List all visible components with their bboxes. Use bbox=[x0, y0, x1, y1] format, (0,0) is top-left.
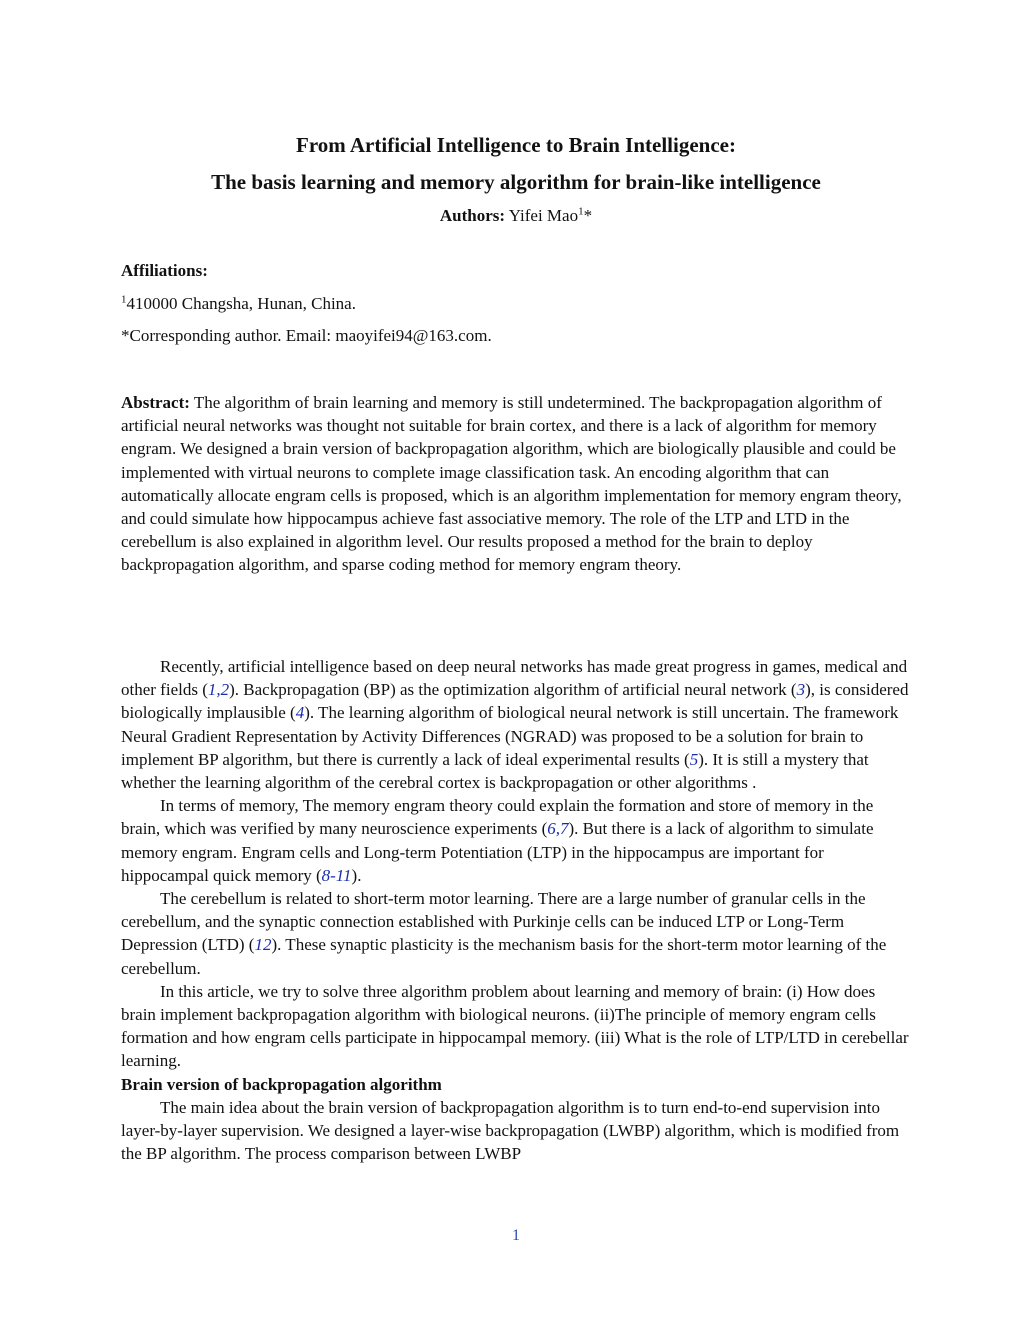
paragraph-text: ). It is still a mystery that whether the learning algorithm of the cerebral cortex is backpropagation or other algorithms . bbox=[121, 749, 869, 793]
citation-link[interactable]: 1,2 bbox=[207, 680, 230, 700]
abstract bbox=[121, 391, 911, 577]
author-affiliation-mark: 1 bbox=[578, 205, 584, 218]
section-heading: Brain version of backpropagation algorithm bbox=[121, 1074, 442, 1094]
body-text bbox=[121, 655, 911, 1165]
authors-label: Authors: bbox=[439, 206, 506, 225]
citation-link[interactable]: 3 bbox=[796, 680, 806, 700]
paragraph-cerebellum bbox=[121, 887, 911, 980]
citation-link[interactable]: 8-11 bbox=[321, 865, 352, 885]
citation-link[interactable]: 5 bbox=[689, 749, 699, 769]
corresponding-author-email: *Corresponding author. Email: maoyifei94@163.com. bbox=[121, 326, 492, 345]
affiliation-1-mark: 1 bbox=[121, 293, 127, 306]
paper-title-line-2: The basis learning and memory algorithm for brain-like intelligence bbox=[211, 170, 821, 194]
page-number: 1 bbox=[512, 1227, 520, 1244]
affiliation-1 bbox=[121, 293, 356, 315]
paragraph-problems: In this article, we try to solve three algorithm problem about learning and memory of brain: (i) How does brain implement backpropagation algorithm with biological neurons. (ii)The principle of memory engram cells formation and how engram cells participate in hippocampal memory. (iii) What is the role of LTP/LTD in cerebellar learning. bbox=[121, 981, 909, 1071]
paragraph-text: ). But there is a lack of algorithm to simulate memory engram. Engram cells and Long-term Potentiation (LTP) in the hippocampus are important for hippocampal quick memory ( bbox=[121, 819, 874, 885]
authors-line bbox=[121, 205, 911, 227]
paragraph-memory bbox=[121, 794, 911, 887]
paragraph-text: ), is considered biologically implausible ( bbox=[121, 680, 909, 723]
author-name: Yifei Mao bbox=[508, 206, 579, 225]
paragraph-text: The cerebellum is related to short-term motor learning. There are a large number of granular cells in the cerebellum, and the synaptic connection established with Purkinje cells can be induced LTP or Long-Term Depression (LTD) ( bbox=[121, 889, 866, 955]
affiliations-heading: Affiliations: bbox=[121, 261, 208, 280]
paragraph-text: Recently, artificial intelligence based on deep neural networks has made great progress in games, medical and other fields ( bbox=[121, 657, 908, 700]
paragraph-intro bbox=[121, 655, 911, 794]
affiliation-1-text: 410000 Changsha, Hunan, China. bbox=[126, 294, 356, 313]
corresponding-author-mark: * bbox=[583, 206, 593, 225]
paragraph-lwbp: The main idea about the brain version of backpropagation algorithm is to turn end-to-end supervision into layer-by-layer supervision. We designed a layer-wise backpropagation (LWBP) algorithm, which is modified from the BP algorithm. The process comparison between LWBP bbox=[121, 1097, 900, 1164]
paragraph-text: ). Backpropagation (BP) as the optimization algorithm of artificial neural network ( bbox=[229, 680, 797, 700]
abstract-text: The algorithm of brain learning and memory is still undetermined. The backpropagation algorithm of artificial neural networks was thought not suitable for brain cortex, and there is a lack of algorithm for memory engram. We designed a brain version of backpropagation algorithm, which are biologically plausible and could be implemented with virtual neurons to complete image classification task. An encoding algorithm that can automatically allocate engram cells is proposed, which is an algorithm implementation for memory engram theory, and could simulate how hippocampus achieve fast associative memory. The role of the LTP and LTD in the cerebellum is also explained in algorithm level. Our results proposed a method for the brain to deploy backpropagation algorithm, and sparse coding method for memory engram theory. bbox=[121, 393, 902, 575]
abstract-label: Abstract: bbox=[121, 393, 190, 412]
paragraph-text: In terms of memory, The memory engram theory could explain the formation and store of memory in the brain, which was verified by many neuroscience experiments ( bbox=[121, 796, 874, 839]
citation-link[interactable]: 4 bbox=[295, 703, 305, 723]
paper-page bbox=[121, 0, 911, 1325]
paper-title-line-1: From Artificial Intelligence to Brain Intelligence: bbox=[296, 133, 736, 157]
citation-link[interactable]: 12 bbox=[254, 935, 272, 955]
paragraph-text: ). The learning algorithm of biological neural network is still uncertain. The framework Neural Gradient Representation by Activity Differences (NGRAD) was proposed to be a solution for brain to implement BP algorithm, but there is currently a lack of ideal experimental results ( bbox=[121, 703, 899, 769]
paragraph-text: ). bbox=[351, 865, 362, 885]
citation-link[interactable]: 6,7 bbox=[547, 819, 569, 839]
paragraph-text: ). These synaptic plasticity is the mechanism basis for the short-term motor learning of the cerebellum. bbox=[121, 935, 887, 978]
